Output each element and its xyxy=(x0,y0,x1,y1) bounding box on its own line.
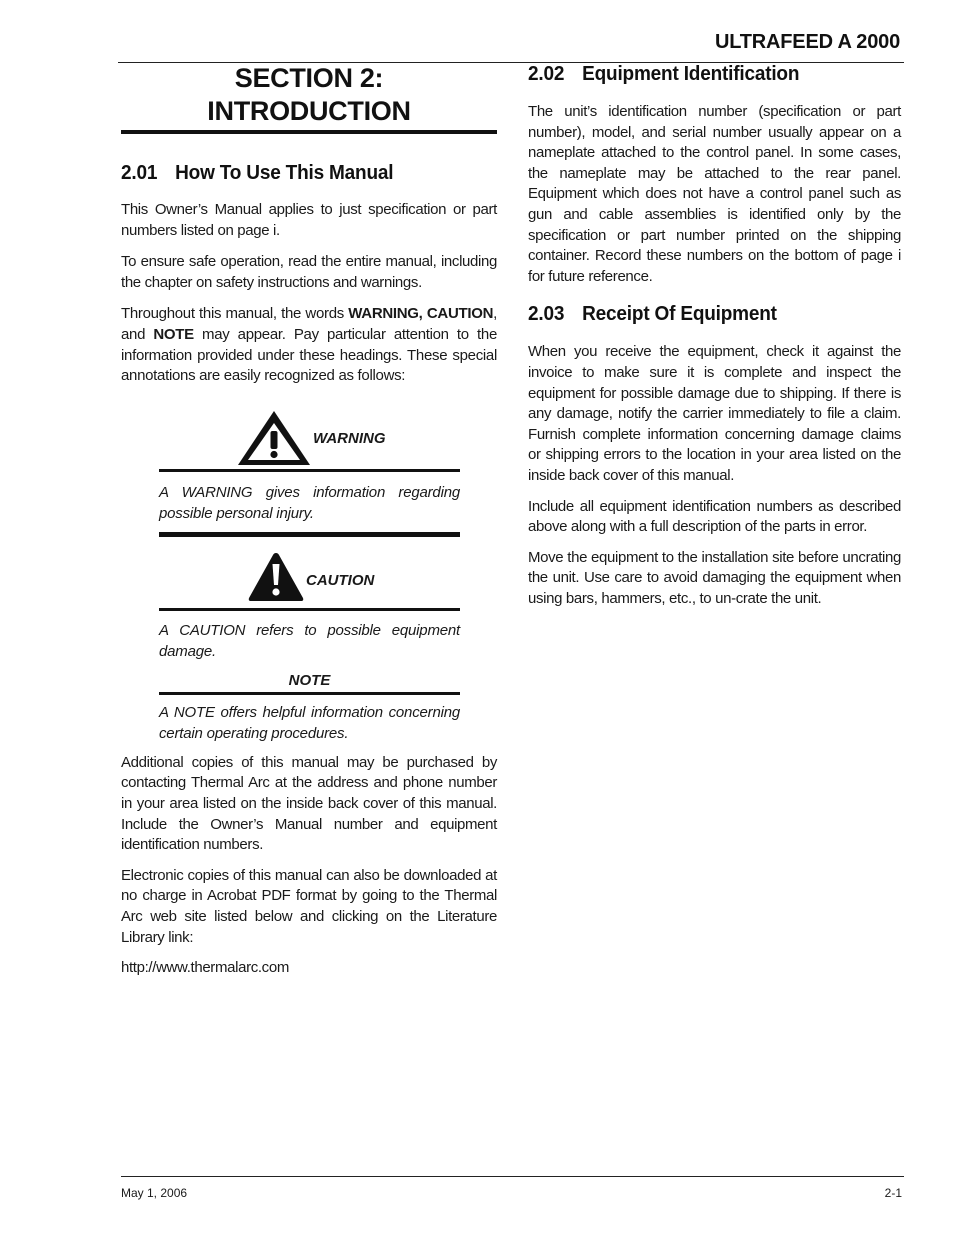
section-title xyxy=(121,62,497,134)
page-header xyxy=(118,30,904,63)
paragraph: Additional copies of this manual may be purchased by contacting Thermal Arc at the address and phone number in your area listed on the inside back cover of this manual. Include the Owner’s Manual number and equipment identification numbers. xyxy=(121,753,497,854)
warning-word: WARNING, xyxy=(348,305,423,323)
footer-date: May 1, 2006 xyxy=(121,1186,188,1200)
heading-text: How To Use This Manual xyxy=(175,162,394,184)
heading-text: Equipment Identification xyxy=(582,63,800,85)
note-header xyxy=(159,672,460,695)
paragraph-annotations: Throughout this manual, the words WARNING, CAUTION, and NOTE may appear. Pay particular attention to the information provided under these headings. These special annotations are easily recognized as follows: xyxy=(121,305,497,385)
heading-text: Receipt Of Equipment xyxy=(582,303,777,326)
warning-triangle-icon xyxy=(236,409,312,467)
caution-text: A CAUTION refers to possible equipment damage. xyxy=(159,621,460,660)
note-label: NOTE xyxy=(288,671,331,689)
website-link[interactable]: http://www.thermalarc.com xyxy=(121,959,289,977)
caution-box xyxy=(159,550,460,662)
heading-2-03 xyxy=(528,303,882,326)
paragraph: Electronic copies of this manual can also be downloaded at no charge in Acrobat PDF format by going to the Thermal Arc web site listed below and clicking on the Literature Library link: xyxy=(121,866,497,946)
heading-number: 2.01 xyxy=(121,162,158,184)
caution-word: CAUTION xyxy=(426,305,494,323)
warning-divider xyxy=(159,532,460,537)
product-name: ULTRAFEED A 2000 xyxy=(715,31,900,53)
caution-label: CAUTION xyxy=(306,571,375,589)
warning-header xyxy=(159,409,460,472)
note-word: NOTE xyxy=(153,325,194,343)
paragraph: Include all equipment identification numbers as described above along with a full description of the parts in error. xyxy=(528,497,901,536)
heading-number: 2.02 xyxy=(528,63,565,85)
warning-text: A WARNING gives information regarding possible personal injury. xyxy=(159,483,460,522)
paragraph: This Owner’s Manual applies to just specification or part numbers listed on page i. xyxy=(121,201,497,239)
caution-header xyxy=(159,550,460,611)
footer-page-number: 2-1 xyxy=(884,1186,902,1200)
paragraph: Move the equipment to the installation site before uncrating the unit. Use care to avoid damaging the equipment when using bars, hammers, etc., to un-crate the unit. xyxy=(528,548,901,607)
warning-box xyxy=(159,409,460,537)
section-title-line2: INTRODUCTION xyxy=(207,96,411,126)
note-text: A NOTE offers helpful information concerning certain operating procedures. xyxy=(159,703,460,742)
note-box xyxy=(159,672,460,744)
section-title-line1: SECTION 2: xyxy=(234,63,384,93)
footer-rule xyxy=(121,1176,904,1178)
right-column xyxy=(528,62,901,609)
caution-triangle-icon xyxy=(247,550,305,604)
paragraph: To ensure safe operation, read the entire manual, including the chapter on safety instructions and warnings. xyxy=(121,253,497,291)
left-column xyxy=(121,62,497,979)
warning-label: WARNING xyxy=(313,429,386,447)
paragraph: When you receive the equipment, check it against the invoice to make sure it is complete and inspect the equipment for possible damage due to shipping. If there is any damage, notify the carrier immediately to file a claim. Furnish complete information concerning damage claims or shipping errors to the location in your area listed on the inside back cover of this manual. xyxy=(528,343,901,484)
heading-2-02 xyxy=(528,63,882,86)
paragraph: The unit’s identification number (specification or part number), model, and serial number usually appear on a nameplate attached to the control panel. In some cases, the nameplate may be attached to the rear panel. Equipment which does not have a control panel such as gun and cable assemblies is identified only by the specification or part number printed on the shipping container. Record these numbers on the bottom of page i for future reference. xyxy=(528,103,901,285)
heading-number: 2.03 xyxy=(528,303,565,326)
heading-2-01 xyxy=(121,162,478,185)
